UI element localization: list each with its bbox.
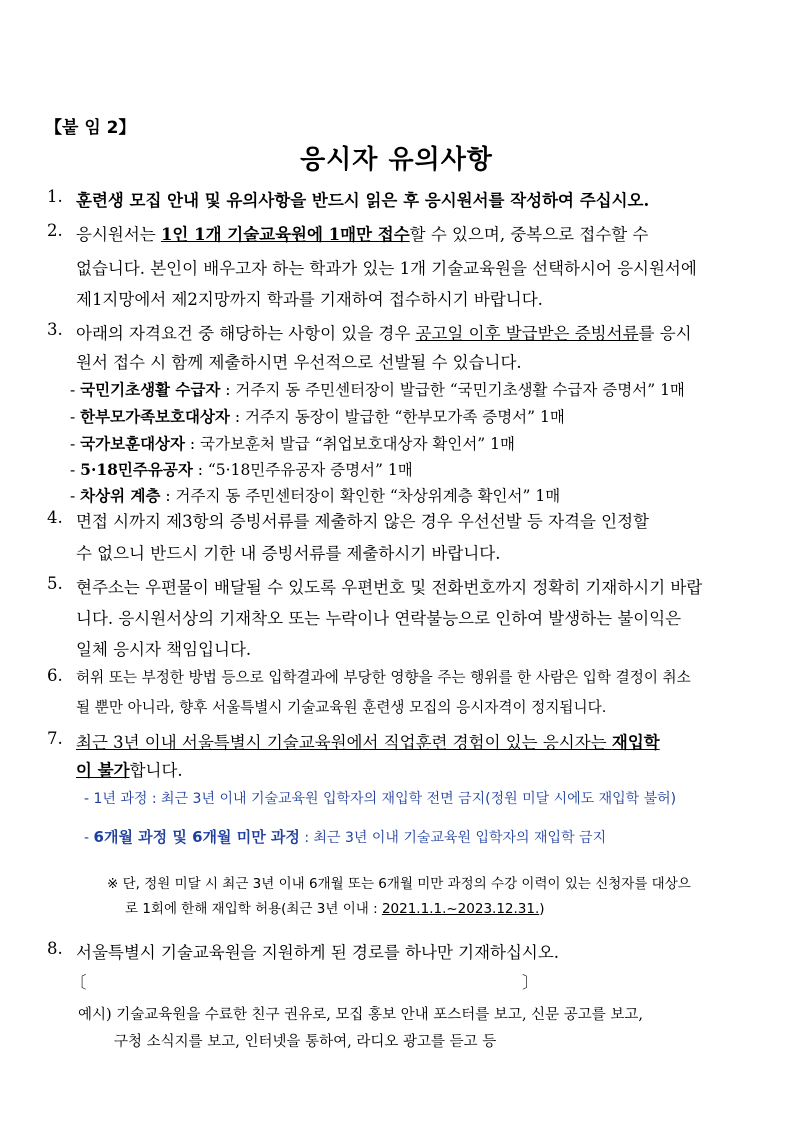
rule-one-year: - 1년 과정 : 최근 3년 이내 기술교육원 입학자의 재입학 전면 금지(정원 미달 시에도 재입학 불허) (84, 791, 677, 807)
qualification-item: - 국민기초생활 수급자 : 거주지 동 주민센터장이 발급한 “국민기초생활 수급자 증명서” 1매 (70, 380, 685, 399)
item-4-line-2: 수 없으니 반드시 기한 내 증빙서류를 제출하시기 바랍니다. (76, 544, 501, 563)
route-example-line-2: 구청 소식지를 보고, 인터넷을 통하여, 라디오 광고를 듣고 등 (114, 1034, 497, 1050)
item-3-line-2: 원서 접수 시 함께 제출하시면 우선적으로 선발될 수 있습니다. (76, 353, 522, 372)
item-5-line-2: 니다. 응시원서상의 기재착오 또는 누락이나 연락불능으로 인하여 발생하는 불이익은 (76, 609, 682, 628)
item-2-line-2: 없습니다. 본인이 배우고자 하는 학과가 있는 1개 기술교육원을 선택하시어 응시원서에 (76, 259, 697, 278)
page-title: 응시자 유의사항 (300, 145, 493, 175)
item-5-line-3: 일체 응시자 책임입니다. (76, 640, 252, 659)
rule-note: ※ 단, 정원 미달 시 최근 3년 이내 6개월 또는 6개월 미만 과정의 수강 이력이 있는 신청자를 대상으 (107, 876, 691, 892)
qualification-item: - 한부모가족보호대상자 : 거주지 동장이 발급한 “한부모가족 증명서” 1매 (70, 407, 565, 426)
qualification-item: - 국가보훈대상자 : 국가보훈처 발급 “취업보호대상자 확인서” 1매 (70, 434, 515, 453)
item-6-line-2: 될 뿐만 아니라, 향후 서울특별시 기술교육원 훈련생 모집의 응시자격이 정지됩니다. (76, 699, 607, 716)
rule-six-month: - 6개월 과정 및 6개월 미만 과정 : 최근 3년 이내 기술교육원 입학자의 재입학 금지 (84, 828, 607, 846)
attachment-label: 【붙 임 2】 (45, 118, 136, 138)
route-example: 예시) 기술교육원을 수료한 친구 권유로, 모집 홍보 안내 포스터를 보고, 신문 공고를 보고, (78, 1007, 644, 1023)
rule-note-line-2: 로 1회에 한해 재입학 허용(최근 3년 이내 : 2021.1.1.~2023.12.31.) (125, 901, 545, 917)
qualification-item: - 5·18민주유공자 : “5·18민주유공자 증명서” 1매 (70, 460, 413, 479)
qualification-item: - 차상위 계층 : 거주지 동 주민센터장이 확인한 “차상위계층 확인서” 1매 (70, 486, 561, 505)
item-2-line-3: 제1지망에서 제2지망까지 학과를 기재하여 접수하시기 바랍니다. (76, 290, 543, 309)
